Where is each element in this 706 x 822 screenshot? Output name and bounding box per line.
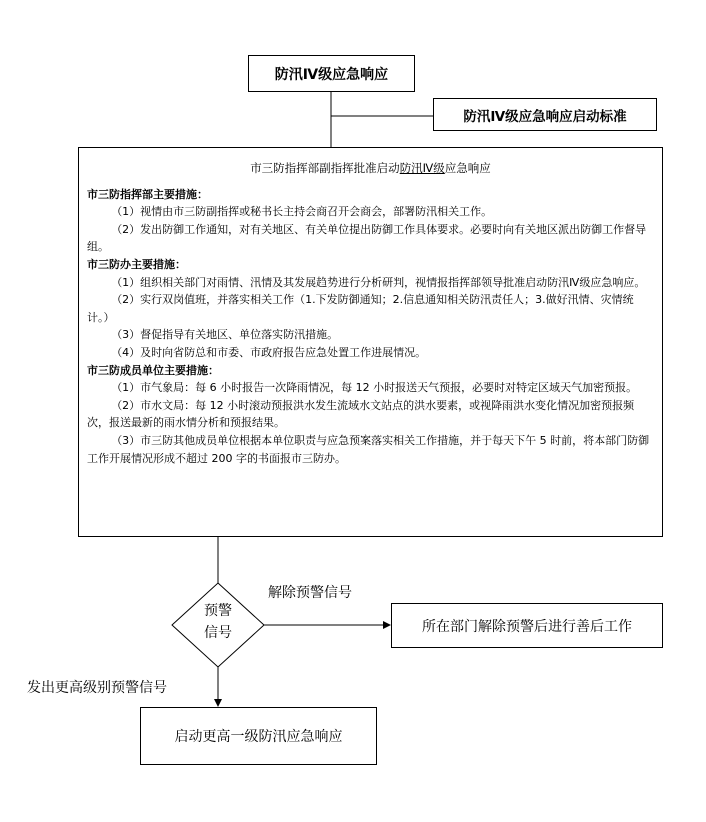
- release-box-text: 所在部门解除预警后进行善后工作: [422, 618, 632, 635]
- release-label: 解除预警信号: [268, 585, 352, 601]
- escalate-box: [140, 707, 377, 765]
- higher-label: 发出更高级别预警信号: [27, 680, 167, 696]
- criteria-text: 防汛Ⅳ级应急响应启动标准: [463, 108, 627, 125]
- escalate-box-text: 启动更高一级防汛应急响应: [174, 729, 343, 745]
- section-office-item: （2）实行双岗值班，并落实相关工作（1.下发防御通知；2.信息通知相关防汛责任人；3.做好汛情、灾情统计。）: [87, 293, 634, 324]
- decision-line2: 信号: [204, 625, 232, 641]
- title-box: [248, 55, 415, 92]
- title-text: 防汛Ⅳ级应急响应: [274, 66, 389, 83]
- section-title-command: 市三防指挥部主要措施：: [87, 187, 208, 201]
- section-members-item: （3）市三防其他成员单位根据本单位职责与应急预案落实相关工作措施，并于每天下午 5 时前，将本部门防御工作开展情况形成不超过 200 字的书面报市三防办。: [87, 433, 650, 465]
- main-header-suffix: 应急响应: [444, 161, 491, 175]
- release-box: [391, 603, 663, 648]
- main-measures-box: [78, 147, 663, 537]
- section-command-item: （2）发出防御工作通知，对有关地区、有关单位提出防御工作具体要求。必要时向有关地区派出防御工作督导组。: [87, 222, 647, 254]
- main-header: [87, 160, 654, 178]
- decision-line1: 预警: [204, 603, 232, 619]
- section-members-item: （1）市气象局：每 6 小时报告一次降雨情况，每 12 小时报送天气预报，必要时对特定区域天气加密预报。: [111, 381, 638, 395]
- main-header-prefix: 市三防指挥部副指挥批准启动: [250, 161, 400, 175]
- section-office-item: （1）组织相关部门对雨情、汛情及其发展趋势进行分析研判，视情报指挥部领导批准启动防汛Ⅳ级应急响应。: [111, 275, 646, 289]
- section-office-item: （3）督促指导有关地区、单位落实防汛措施。: [111, 328, 339, 342]
- section-members-item: （2）市水文局：每 12 小时滚动预报洪水发生流域水文站点的洪水要素，或视降雨洪水变化情况加密预报频次，报送最新的雨水情分析和预报结果。: [87, 398, 635, 430]
- section-title-members: 市三防成员单位主要措施：: [87, 363, 219, 377]
- criteria-box: [433, 98, 657, 131]
- main-header-link: 防汛Ⅳ级: [399, 161, 445, 175]
- section-title-office: 市三防办主要措施：: [87, 257, 186, 271]
- section-office-item: （4）及时向省防总和市委、市政府报告应急处置工作进展情况。: [111, 345, 427, 359]
- decision-label: [190, 600, 246, 644]
- section-command-item: （1）视情由市三防副指挥或秘书长主持会商召开会商会，部署防汛相关工作。: [111, 205, 493, 219]
